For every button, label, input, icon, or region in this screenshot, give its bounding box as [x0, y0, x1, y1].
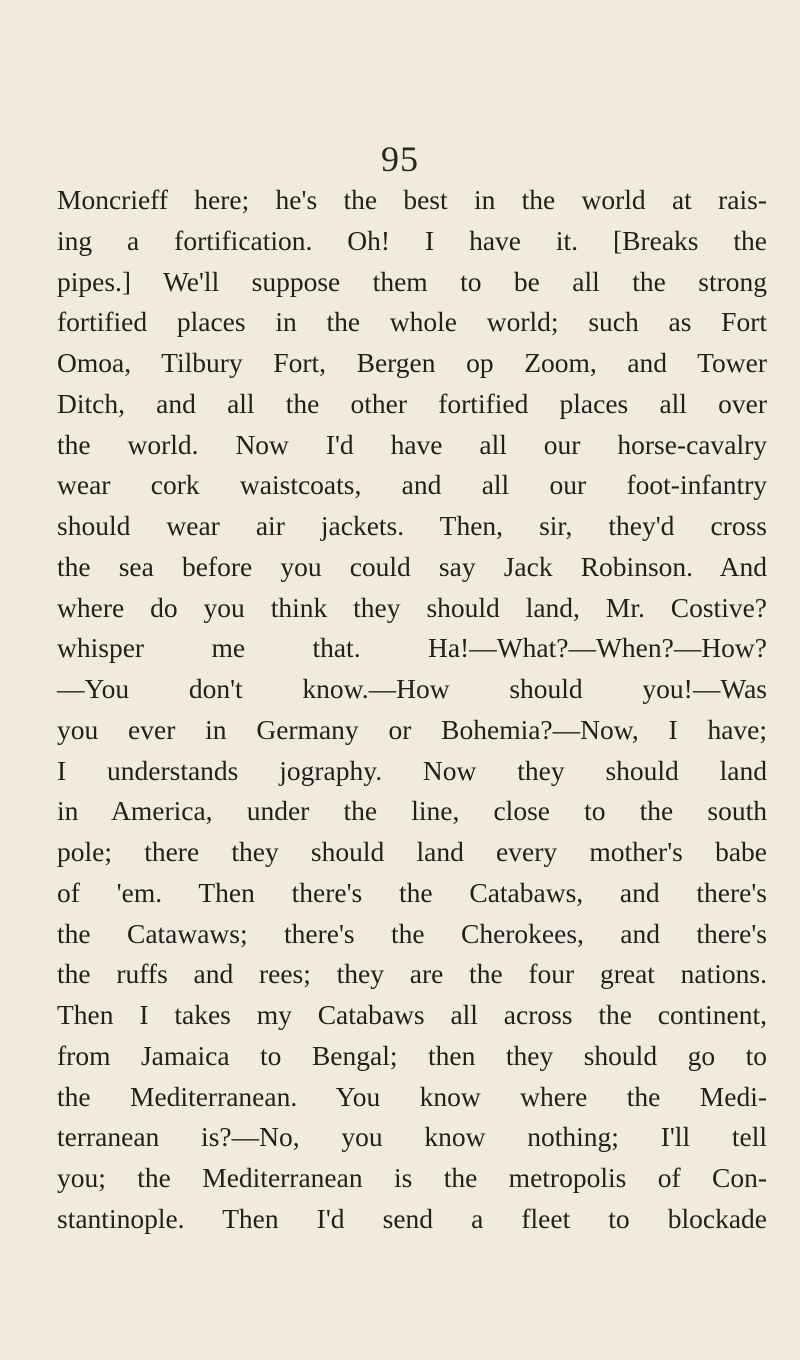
body-text — [57, 180, 767, 1240]
text-line: terranean is?—No, you know nothing; I'll tell — [57, 1121, 767, 1153]
text-line: whisper me that. Ha!—What?—When?—How? — [57, 632, 767, 664]
text-line: the Mediterranean. You know where the Medi- — [57, 1080, 767, 1112]
text-line: the Catawaws; there's the Cherokees, and there's — [57, 917, 767, 949]
text-line: fortified places in the whole world; such as Fort — [57, 306, 767, 338]
text-line: the world. Now I'd have all our horse-cavalry — [57, 428, 767, 460]
text-line: pipes.] We'll suppose them to be all the strong — [57, 265, 767, 297]
text-line: the ruffs and rees; they are the four great nations. — [57, 958, 767, 990]
text-line: of 'em. Then there's the Catabaws, and there's — [57, 876, 767, 908]
text-line: Then I takes my Catabaws all across the continent, — [57, 999, 767, 1030]
text-line: Omoa, Tilbury Fort, Bergen op Zoom, and Tower — [57, 347, 767, 378]
page-number: 95 — [381, 139, 419, 179]
text-line: the sea before you could say Jack Robinson. And — [57, 550, 767, 582]
text-line: Ditch, and all the other fortified places all over — [57, 387, 767, 419]
text-line: I understands jography. Now they should land — [57, 754, 767, 786]
text-line: Moncrieff here; he's the best in the world at rais- — [57, 184, 767, 215]
text-line: you; the Mediterranean is the metropolis of Con- — [57, 1162, 767, 1193]
text-line: wear cork waistcoats, and all our foot-infantry — [57, 469, 767, 501]
text-line: in America, under the line, close to the south — [57, 795, 767, 827]
text-line: should wear air jackets. Then, sir, they'd cross — [57, 510, 767, 541]
text-line: —You don't know.—How should you!—Was — [57, 673, 767, 704]
text-line: pole; there they should land every mother's babe — [57, 836, 767, 867]
text-line: from Jamaica to Bengal; then they should go to — [57, 1039, 767, 1071]
text-line: ing a fortification. Oh! I have it. [Breaks the — [57, 224, 767, 256]
text-line: where do you think they should land, Mr. Costive? — [57, 591, 767, 623]
text-line: stantinople. Then I'd send a fleet to blockade — [57, 1202, 767, 1234]
text-line: you ever in Germany or Bohemia?—Now, I have; — [57, 713, 767, 745]
